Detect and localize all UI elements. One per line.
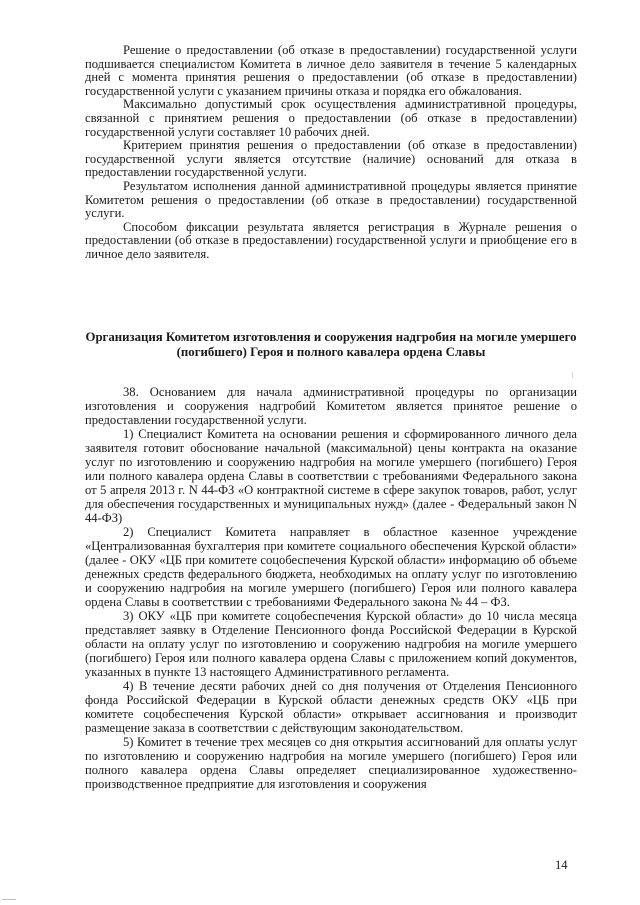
paragraph-decision-criterion: Критерием принятия решения о предоставлении (об отказе в предоставлении) государственной услуги является отсутствие (наличие) оснований для отказа в предоставлении государственной услуги. [85,138,577,180]
paragraph-38: 38. Основанием для начала административной процедуры по организации изготовления и сооружения надгробий Комитетом является принятое решение о предоставлении государственной услуги. [85,385,577,427]
scan-edge-mark [2,899,16,900]
paragraph-item-2: 2) Специалист Комитета направляет в областное казенное учреждение «Централизованная бухгалтерия при комитете социального обеспечения Курской области» (далее - ОКУ «ЦБ при комитете соцобеспечения Курской области» информацию об объеме денежных средств федерального бюджета, необходимых на оплату услуг по изготовлению и сооружению надгробия на могиле умершего (погибшего) Героя или полного кавалера ордена Славы в соответствии с требованиями Федерального закона № 44 – ФЗ. [85,525,577,609]
bottom-text-section [85,386,577,792]
top-text-section [85,44,577,262]
page-number: 14 [555,858,568,872]
paragraph-item-3: 3) ОКУ «ЦБ при комитете соцобеспечения Курской области» до 10 числа месяца представляет заявку в Отделение Пенсионного фонда Российской Федерации в Курской области на оплату услуг по изготовлению и сооружению надгробия на могиле умершего (погибшего) Героя или полного кавалера ордена Славы с приложением копий документов, указанных в пункте 13 настоящего Административного регламента. [85,609,577,679]
paragraph-procedure-result: Результатом исполнения данной административной процедуры является принятие Комитетом решения о предоставлении (об отказе в предоставлении) государственной услуги. [85,178,577,221]
paragraph-item-1: 1) Специалист Комитета на основании решения и сформированного личного дела заявителя готовит обоснование начальной (максимальной) цены контракта на оказание услуг по изготовлению и сооружению надгробия на могиле умершего (погибшего) Героя или полного кавалера ордена Славы в соответствии с требованиями Федерального закона от 5 апреля 2013 г. N 44-ФЗ «О контрактной системе в сфере закупок товаров, работ, услуг для обеспечения государственных и муниципальных нужд» (далее - Федеральный закон N 44-ФЗ) [85,427,577,525]
section-heading: Организация Комитетом изготовления и сооружения надгробия на могиле умершего (погибшего) Героя и полного кавалера ордена Славы [85,330,577,359]
paragraph-decision-filing: Решение о предоставлении (об отказе в предоставлении) государственной услуги подшивается специалистом Комитета в личное дело заявителя в течение 5 календарных дней с момента принятия решения о предоставлении (об отказе в предоставлении) государственной услуги с указанием причины отказа и порядка его обжалования. [85,43,577,98]
paragraph-item-5: 5) Комитет в течение трех месяцев со дня открытия ассигнований для оплаты услуг по изготовлению и сооружению надгробия на могиле умершего (погибшего) Героя или полного кавалера ордена Славы определяет специализированное художественно-производственное предприятие для изготовления и сооружения [85,735,577,791]
paragraph-item-4: 4) В течение десяти рабочих дней со дня получения от Отделения Пенсионного фонда Российской Федерации в Курской области денежных средств ОКУ «ЦБ при комитете соцобеспечения Курской области» открывает ассигнования и производит размещение заказа в соответствии с действующим законодательством. [85,679,577,735]
paragraph-result-recording: Способом фиксации результата является регистрация в Журнале решения о предоставлении (об отказе в предоставлении) государственной услуги и приобщение его в личное дело заявителя. [85,219,577,261]
scan-artifact [572,372,573,378]
paragraph-max-duration: Максимально допустимый срок осуществления административной процедуры, связанной с принятием решения о предоставлении (об отказе в предоставлении) государственной услуги составляет 10 рабочих дней. [85,97,577,139]
